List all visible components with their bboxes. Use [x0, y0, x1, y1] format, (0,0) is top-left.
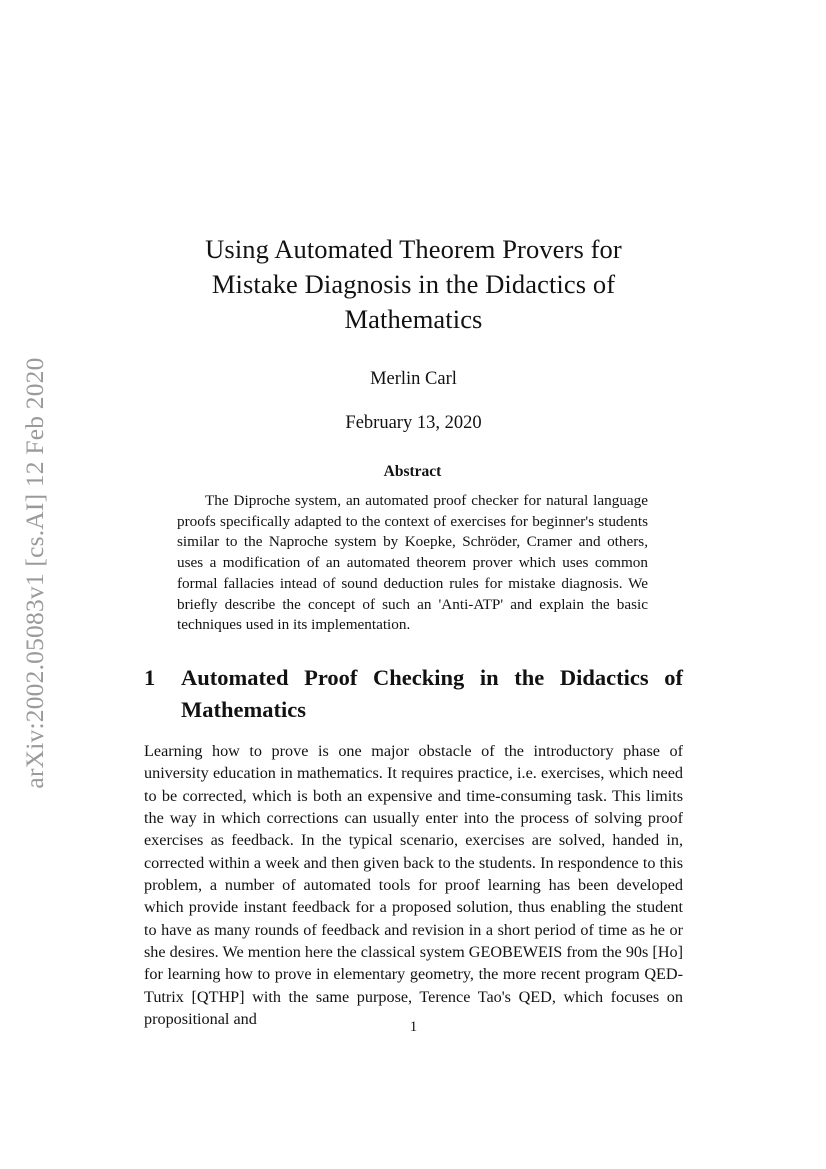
body-paragraph: Learning how to prove is one major obstacle of the introductory phase of university education in mathematics. It requires practice, i.e. exercises, which need to be corrected, which is both an expensive and time-consuming task. This limits the way in which corrections can usually enter into the process of solving proof exercises as feedback. In the typical scenario, exercises are solved, handed in, corrected within a week and then given back to the students. In respondence to this problem, a number of automated tools for proof learning has been developed which provide instant feedback for a proposed solution, thus enabling the student to have as many rounds of feedback and revision in a short period of time as he or she desires. We mention here the classical system GEOBEWEIS from the 90s [Ho] for learning how to prove in elementary geometry, the more recent program QED-Tutrix [QTHP] with the same purpose, Terence Tao's QED, which focuses on propositional and — [144, 742, 683, 1029]
arxiv-stamp-text: arXiv:2002.05083v1 [cs.AI] 12 Feb 2020 — [20, 356, 49, 789]
section-1-number: 1 — [144, 665, 156, 690]
arxiv-stamp — [0, 0, 70, 1169]
paper-date: February 13, 2020 — [345, 413, 482, 433]
abstract-heading: Abstract — [383, 463, 442, 480]
section-1-title: Automated Proof Checking in the Didactics of Mathematics — [181, 665, 683, 722]
title-block — [144, 232, 683, 435]
section-1-body — [144, 740, 683, 1030]
abstract-section — [177, 462, 648, 636]
paper-page — [144, 0, 683, 1169]
page-title: Using Automated Theorem Provers for Mistake Diagnosis in the Didactics of Mathematics — [205, 234, 622, 334]
author-name: Merlin Carl — [370, 369, 457, 389]
page-number: 1 — [409, 1019, 418, 1035]
abstract-text: The Diproche system, an automated proof checker for natural language proofs specifically adapted to the context of exercises for beginner's students similar to the Naproche system by Koepke, Schröder, Cramer and others, uses a modification of an automated theorem prover which uses common formal fallacies intead of sound deduction rules for mistake diagnosis. We briefly describe the concept of such an 'Anti-ATP' and explain the basic techniques used in its implementation. — [177, 492, 648, 634]
